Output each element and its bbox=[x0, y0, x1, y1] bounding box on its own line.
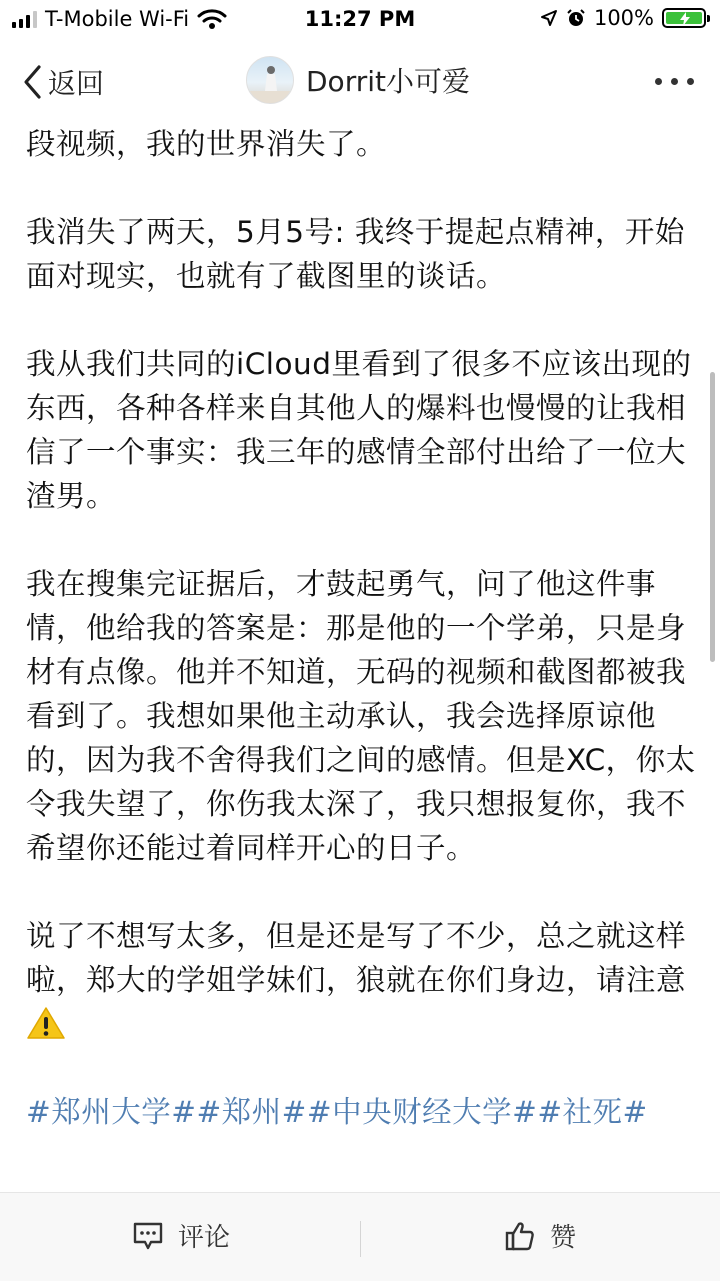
page-title: Dorrit小可爱 bbox=[306, 65, 470, 98]
post-paragraph: 我消失了两天，5月5号: 我终于提起点精神，开始面对现实，也就有了截图里的谈话。 bbox=[26, 215, 685, 293]
comment-icon bbox=[132, 1221, 164, 1251]
comment-button[interactable] bbox=[132, 1217, 230, 1254]
post-paragraph: 我在搜集完证据后，才鼓起勇气，问了他这件事情，他给我的答案是：那是他的一个学弟，只是身材有点像。他并不知道，无码的视频和截图都被我看到了。我想如果他主动承认，我会选择原谅他的，因为我不舍得我们之间的感情。但是XC，你太令我失望了，你伤我太深了，我只想报复你，我不希望你还能过着同样开心的日子。 bbox=[26, 567, 696, 865]
location-arrow-icon bbox=[540, 9, 558, 27]
post-body bbox=[26, 120, 700, 1188]
hashtag-row bbox=[26, 1090, 700, 1134]
battery-level-fill bbox=[666, 12, 702, 24]
back-button[interactable] bbox=[22, 62, 104, 102]
hashtag-link[interactable]: #郑州大学# bbox=[26, 1095, 197, 1129]
like-button[interactable] bbox=[504, 1217, 576, 1254]
hashtag-link[interactable]: #中央财经大学# bbox=[306, 1095, 538, 1129]
nav-bar bbox=[0, 44, 720, 120]
post-paragraph-last bbox=[26, 914, 700, 1046]
battery-percent: 100% bbox=[593, 6, 654, 30]
bottom-action-bar bbox=[0, 1192, 720, 1281]
comment-label: 评论 bbox=[178, 1223, 231, 1253]
status-bar bbox=[0, 0, 720, 40]
like-label: 赞 bbox=[550, 1223, 577, 1253]
hashtag-link[interactable]: #社死# bbox=[537, 1095, 648, 1129]
battery-charging-icon bbox=[662, 8, 706, 28]
status-right bbox=[540, 6, 706, 30]
avatar[interactable] bbox=[246, 56, 294, 104]
scrollbar[interactable] bbox=[710, 372, 715, 662]
post-paragraph: 我从我们共同的iCloud里看到了很多不应该出现的东西，各种各样来自其他人的爆料也慢慢的让我相信了一个事实：我三年的感情全部付出给了一位大渣男。 bbox=[26, 347, 692, 513]
more-dots-icon[interactable] bbox=[655, 78, 694, 85]
carrier-label: T-Mobile Wi-Fi bbox=[45, 7, 190, 31]
alarm-clock-icon bbox=[566, 8, 586, 28]
chevron-left-icon bbox=[22, 64, 42, 100]
profile-header[interactable] bbox=[246, 56, 470, 104]
thumbs-up-icon bbox=[504, 1220, 536, 1252]
divider bbox=[360, 1221, 361, 1257]
post-paragraph-text: 说了不想写太多，但是还是写了不少，总之就这样啦，郑大的学姐学妹们，狼就在你们身边，请注意 bbox=[26, 919, 687, 997]
clock: 11:27 PM bbox=[304, 7, 416, 31]
warning-icon bbox=[26, 1006, 66, 1040]
post-paragraph: 段视频，我的世界消失了。 bbox=[26, 127, 387, 161]
hashtag-link[interactable]: #郑州# bbox=[196, 1095, 307, 1129]
back-label: 返回 bbox=[48, 67, 105, 100]
